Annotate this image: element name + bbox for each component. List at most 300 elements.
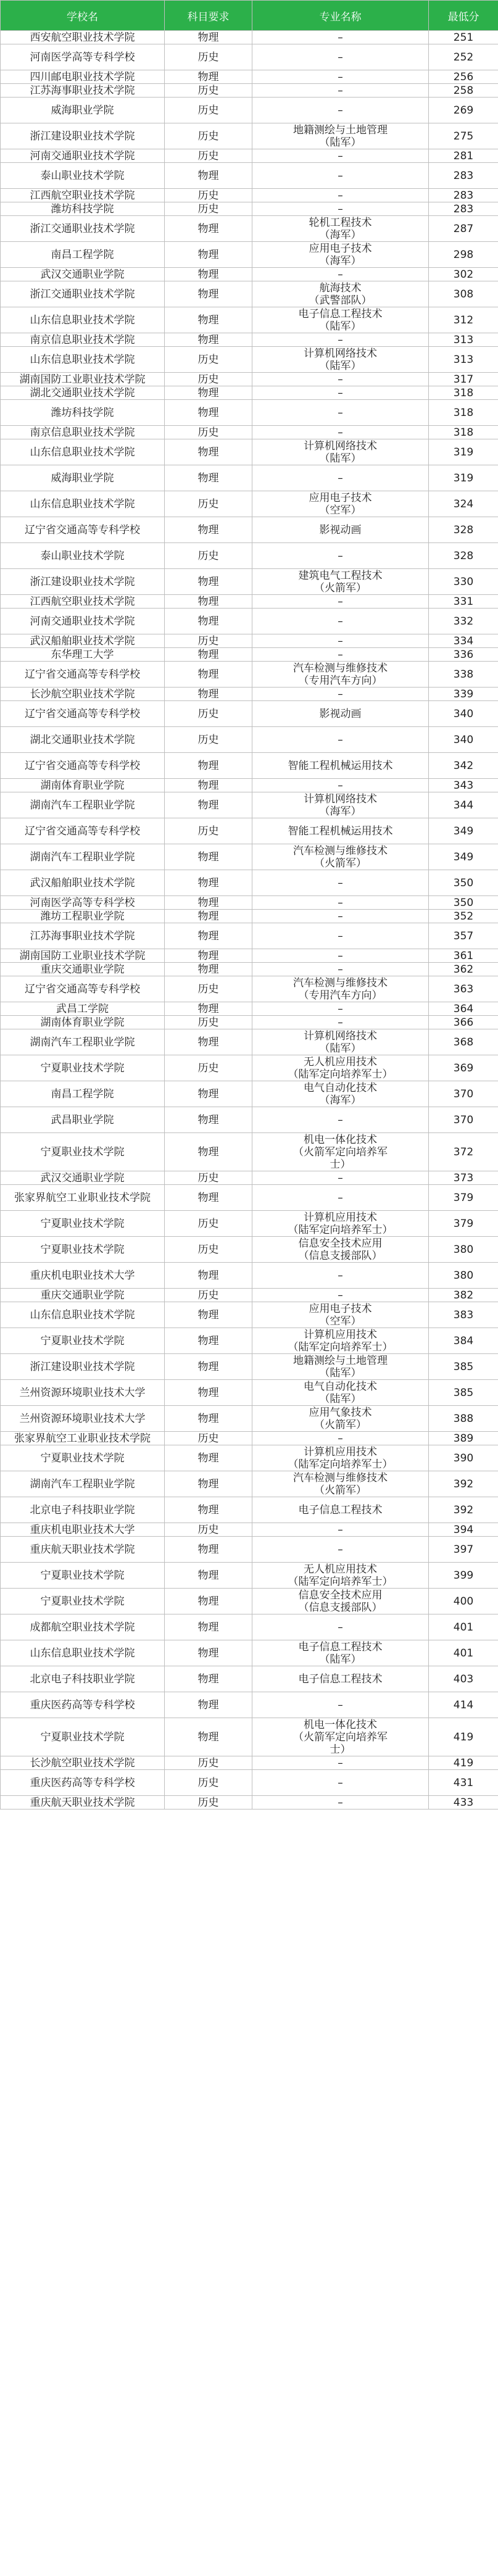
min-score-cell: 382 <box>429 1289 498 1302</box>
min-score-cell: 392 <box>429 1471 498 1497</box>
subject-cell: 物理 <box>165 281 252 307</box>
major-cell: – <box>252 949 429 963</box>
subject-cell: 历史 <box>165 426 252 439</box>
table-row <box>1 1756 498 1770</box>
table-row <box>1 1406 498 1432</box>
table-row <box>1 923 498 949</box>
subject-cell: 物理 <box>165 1640 252 1666</box>
major-cell: – <box>252 963 429 976</box>
major-cell: – <box>252 1263 429 1289</box>
school-cell: 重庆航天职业技术学院 <box>1 1796 165 1809</box>
major-cell: 建筑电气工程技术 （火箭军） <box>252 569 429 595</box>
major-cell: 影视动画 <box>252 701 429 727</box>
school-cell: 江苏海事职业技术学院 <box>1 84 165 98</box>
major-cell: – <box>252 1523 429 1537</box>
table-row <box>1 1718 498 1756</box>
table-row <box>1 818 498 844</box>
school-cell: 辽宁省交通高等专科学校 <box>1 701 165 727</box>
subject-cell: 物理 <box>165 1445 252 1471</box>
school-cell: 威海职业学院 <box>1 465 165 491</box>
table-row <box>1 1380 498 1406</box>
subject-cell: 物理 <box>165 1354 252 1380</box>
subject-cell: 物理 <box>165 662 252 688</box>
subject-cell: 物理 <box>165 792 252 818</box>
major-cell: 计算机网络技术 （陆军） <box>252 347 429 373</box>
school-cell: 河南交通职业技术学院 <box>1 149 165 163</box>
min-score-cell: 319 <box>429 439 498 465</box>
min-score-cell: 269 <box>429 98 498 123</box>
school-cell: 武汉交通职业学院 <box>1 268 165 281</box>
major-cell: 智能工程机械运用技术 <box>252 818 429 844</box>
school-cell: 泰山职业技术学院 <box>1 163 165 189</box>
subject-cell: 历史 <box>165 1523 252 1537</box>
min-score-cell: 401 <box>429 1640 498 1666</box>
subject-cell: 物理 <box>165 1692 252 1718</box>
major-cell: 机电一体化技术 （火箭军定向培养军 士） <box>252 1718 429 1756</box>
school-cell: 山东信息职业技术学院 <box>1 439 165 465</box>
min-score-cell: 403 <box>429 1666 498 1692</box>
min-score-cell: 372 <box>429 1133 498 1171</box>
header-row <box>1 1 498 31</box>
school-cell: 重庆医药高等专科学校 <box>1 1692 165 1718</box>
major-cell: – <box>252 70 429 84</box>
school-cell: 重庆机电职业技术大学 <box>1 1263 165 1289</box>
major-cell: – <box>252 1756 429 1770</box>
table-row <box>1 963 498 976</box>
subject-cell: 历史 <box>165 727 252 753</box>
table-row <box>1 1563 498 1589</box>
subject-cell: 物理 <box>165 963 252 976</box>
subject-cell: 物理 <box>165 1002 252 1016</box>
min-score-cell: 399 <box>429 1563 498 1589</box>
min-score-cell: 340 <box>429 727 498 753</box>
school-cell: 辽宁省交通高等专科学校 <box>1 753 165 779</box>
major-cell: – <box>252 1185 429 1211</box>
min-score-cell: 368 <box>429 1029 498 1055</box>
min-score-cell: 385 <box>429 1354 498 1380</box>
subject-cell: 历史 <box>165 1055 252 1081</box>
school-cell: 宁夏职业技术学院 <box>1 1055 165 1081</box>
table-row <box>1 242 498 268</box>
min-score-cell: 383 <box>429 1302 498 1328</box>
school-cell: 江西航空职业技术学院 <box>1 189 165 202</box>
school-cell: 宁夏职业技术学院 <box>1 1328 165 1354</box>
min-score-cell: 362 <box>429 963 498 976</box>
school-cell: 浙江建设职业技术学院 <box>1 1354 165 1380</box>
school-cell: 宁夏职业技术学院 <box>1 1589 165 1614</box>
table-row <box>1 1211 498 1237</box>
min-score-cell: 302 <box>429 268 498 281</box>
school-cell: 山东信息职业技术学院 <box>1 491 165 517</box>
subject-cell: 物理 <box>165 1185 252 1211</box>
min-score-cell: 380 <box>429 1237 498 1263</box>
table-row <box>1 1471 498 1497</box>
major-cell: – <box>252 1770 429 1796</box>
major-cell: – <box>252 98 429 123</box>
major-cell: 电气自动化技术 （海军） <box>252 1081 429 1107</box>
school-cell: 长沙航空职业技术学院 <box>1 1756 165 1770</box>
subject-cell: 物理 <box>165 844 252 870</box>
school-cell: 宁夏职业技术学院 <box>1 1563 165 1589</box>
subject-cell: 物理 <box>165 1406 252 1432</box>
min-score-cell: 283 <box>429 163 498 189</box>
min-score-cell: 350 <box>429 870 498 896</box>
min-score-cell: 283 <box>429 189 498 202</box>
major-cell: – <box>252 1692 429 1718</box>
school-cell: 湖南汽车工程职业学院 <box>1 844 165 870</box>
table-row <box>1 595 498 609</box>
min-score-cell: 394 <box>429 1523 498 1537</box>
major-cell: – <box>252 31 429 44</box>
table-row <box>1 609 498 634</box>
table-row <box>1 1302 498 1328</box>
school-cell: 湖南汽车工程职业学院 <box>1 1029 165 1055</box>
school-cell: 张家界航空工业职业技术学院 <box>1 1432 165 1445</box>
school-cell: 武汉交通职业学院 <box>1 1171 165 1185</box>
major-cell: 应用电子技术 （空军） <box>252 491 429 517</box>
major-cell: – <box>252 373 429 386</box>
table-row <box>1 281 498 307</box>
subject-cell: 物理 <box>165 1302 252 1328</box>
major-cell: – <box>252 400 429 426</box>
school-cell: 四川邮电职业技术学院 <box>1 70 165 84</box>
major-cell: 计算机网络技术 （陆军） <box>252 1029 429 1055</box>
table-row <box>1 910 498 923</box>
school-cell: 浙江交通职业技术学院 <box>1 216 165 242</box>
subject-cell: 历史 <box>165 1211 252 1237</box>
min-score-cell: 318 <box>429 426 498 439</box>
table-row <box>1 976 498 1002</box>
subject-cell: 物理 <box>165 1380 252 1406</box>
min-score-cell: 275 <box>429 123 498 149</box>
major-cell: 汽车检测与维修技术 （专用汽车方向） <box>252 662 429 688</box>
school-cell: 武昌工学院 <box>1 1002 165 1016</box>
subject-cell: 物理 <box>165 949 252 963</box>
school-cell: 南京信息职业技术学院 <box>1 426 165 439</box>
table-row <box>1 543 498 569</box>
subject-cell: 物理 <box>165 1563 252 1589</box>
school-cell: 重庆交通职业学院 <box>1 1289 165 1302</box>
major-cell: – <box>252 1016 429 1029</box>
subject-cell: 历史 <box>165 1016 252 1029</box>
min-score-cell: 349 <box>429 844 498 870</box>
subject-cell: 历史 <box>165 1432 252 1445</box>
table-row <box>1 123 498 149</box>
table-row <box>1 1029 498 1055</box>
min-score-cell: 433 <box>429 1796 498 1809</box>
subject-cell: 历史 <box>165 1796 252 1809</box>
school-cell: 北京电子科技职业学院 <box>1 1666 165 1692</box>
subject-cell: 物理 <box>165 1497 252 1523</box>
subject-cell: 历史 <box>165 491 252 517</box>
school-cell: 潍坊科技学院 <box>1 400 165 426</box>
major-cell: – <box>252 465 429 491</box>
major-cell: 信息安全技术应用 （信息支援部队） <box>252 1589 429 1614</box>
school-cell: 南昌工程学院 <box>1 242 165 268</box>
major-cell: 信息安全技术应用 （信息支援部队） <box>252 1237 429 1263</box>
school-cell: 浙江建设职业技术学院 <box>1 569 165 595</box>
subject-cell: 物理 <box>165 1133 252 1171</box>
table-row <box>1 84 498 98</box>
school-cell: 湖北交通职业技术学院 <box>1 727 165 753</box>
table-row <box>1 648 498 662</box>
min-score-cell: 281 <box>429 149 498 163</box>
table-row <box>1 400 498 426</box>
min-score-cell: 312 <box>429 307 498 333</box>
subject-cell: 物理 <box>165 1589 252 1614</box>
table-row <box>1 386 498 400</box>
major-cell: – <box>252 595 429 609</box>
min-score-cell: 328 <box>429 517 498 543</box>
min-score-cell: 251 <box>429 31 498 44</box>
col-header-min-score: 最低分 <box>429 1 498 31</box>
school-cell: 泰山职业技术学院 <box>1 543 165 569</box>
min-score-cell: 258 <box>429 84 498 98</box>
table-row <box>1 1796 498 1809</box>
major-cell: – <box>252 1796 429 1809</box>
school-cell: 成都航空职业技术学院 <box>1 1614 165 1640</box>
table-row <box>1 98 498 123</box>
major-cell: – <box>252 1002 429 1016</box>
min-score-cell: 318 <box>429 386 498 400</box>
school-cell: 湖南国防工业职业技术学院 <box>1 949 165 963</box>
table-row <box>1 1289 498 1302</box>
major-cell: – <box>252 189 429 202</box>
major-cell: 汽车检测与维修技术 （火箭军） <box>252 1471 429 1497</box>
table-row <box>1 779 498 792</box>
school-cell: 辽宁省交通高等专科学校 <box>1 662 165 688</box>
major-cell: 电子信息工程技术 （陆军） <box>252 1640 429 1666</box>
min-score-cell: 370 <box>429 1081 498 1107</box>
min-score-cell: 419 <box>429 1718 498 1756</box>
min-score-cell: 340 <box>429 701 498 727</box>
min-score-cell: 338 <box>429 662 498 688</box>
major-cell: – <box>252 910 429 923</box>
subject-cell: 物理 <box>165 1081 252 1107</box>
subject-cell: 物理 <box>165 779 252 792</box>
major-cell: – <box>252 163 429 189</box>
major-cell: – <box>252 923 429 949</box>
subject-cell: 物理 <box>165 1614 252 1640</box>
major-cell: 计算机网络技术 （海军） <box>252 792 429 818</box>
table-row <box>1 189 498 202</box>
min-score-cell: 400 <box>429 1589 498 1614</box>
major-cell: 计算机网络技术 （陆军） <box>252 439 429 465</box>
table-row <box>1 896 498 910</box>
table-row <box>1 792 498 818</box>
major-cell: 应用电子技术 （空军） <box>252 1302 429 1328</box>
min-score-cell: 414 <box>429 1692 498 1718</box>
table-row <box>1 216 498 242</box>
subject-cell: 历史 <box>165 202 252 216</box>
subject-cell: 物理 <box>165 1718 252 1756</box>
min-score-cell: 361 <box>429 949 498 963</box>
subject-cell: 物理 <box>165 923 252 949</box>
table-row <box>1 1640 498 1666</box>
subject-cell: 物理 <box>165 439 252 465</box>
subject-cell: 历史 <box>165 347 252 373</box>
school-cell: 宁夏职业技术学院 <box>1 1445 165 1471</box>
major-cell: 影视动画 <box>252 517 429 543</box>
school-cell: 北京电子科技职业学院 <box>1 1497 165 1523</box>
major-cell: – <box>252 386 429 400</box>
min-score-cell: 252 <box>429 44 498 70</box>
school-cell: 浙江建设职业技术学院 <box>1 123 165 149</box>
major-cell: 机电一体化技术 （火箭军定向培养军 士） <box>252 1133 429 1171</box>
table-row <box>1 1432 498 1445</box>
min-score-cell: 332 <box>429 609 498 634</box>
table-row <box>1 1133 498 1171</box>
min-score-cell: 397 <box>429 1537 498 1563</box>
school-cell: 江苏海事职业技术学院 <box>1 923 165 949</box>
subject-cell: 物理 <box>165 896 252 910</box>
table-row <box>1 949 498 963</box>
subject-cell: 物理 <box>165 333 252 347</box>
school-cell: 辽宁省交通高等专科学校 <box>1 818 165 844</box>
table-row <box>1 202 498 216</box>
min-score-cell: 352 <box>429 910 498 923</box>
table-row <box>1 844 498 870</box>
min-score-cell: 389 <box>429 1432 498 1445</box>
table-row <box>1 727 498 753</box>
subject-cell: 历史 <box>165 1237 252 1263</box>
min-score-cell: 392 <box>429 1497 498 1523</box>
school-cell: 重庆机电职业技术大学 <box>1 1523 165 1537</box>
major-cell: – <box>252 1107 429 1133</box>
major-cell: 智能工程机械运用技术 <box>252 753 429 779</box>
major-cell: 应用气象技术 （火箭军） <box>252 1406 429 1432</box>
table-row <box>1 1770 498 1796</box>
table-row <box>1 307 498 333</box>
school-cell: 重庆交通职业学院 <box>1 963 165 976</box>
table-row <box>1 1107 498 1133</box>
major-cell: 无人机应用技术 （陆军定向培养军士） <box>252 1055 429 1081</box>
school-cell: 宁夏职业技术学院 <box>1 1133 165 1171</box>
min-score-cell: 344 <box>429 792 498 818</box>
subject-cell: 物理 <box>165 648 252 662</box>
min-score-cell: 357 <box>429 923 498 949</box>
subject-cell: 历史 <box>165 1770 252 1796</box>
min-score-cell: 384 <box>429 1328 498 1354</box>
major-cell: – <box>252 727 429 753</box>
school-cell: 辽宁省交通高等专科学校 <box>1 517 165 543</box>
subject-cell: 物理 <box>165 242 252 268</box>
subject-cell: 历史 <box>165 373 252 386</box>
table-row <box>1 44 498 70</box>
min-score-cell: 324 <box>429 491 498 517</box>
col-header-school: 学校名 <box>1 1 165 31</box>
table-row <box>1 465 498 491</box>
min-score-cell: 283 <box>429 202 498 216</box>
subject-cell: 物理 <box>165 70 252 84</box>
major-cell: – <box>252 1171 429 1185</box>
table-row <box>1 1002 498 1016</box>
min-score-cell: 331 <box>429 595 498 609</box>
major-cell: – <box>252 896 429 910</box>
table-row <box>1 701 498 727</box>
major-cell: – <box>252 149 429 163</box>
school-cell: 山东信息职业技术学院 <box>1 347 165 373</box>
table-row <box>1 347 498 373</box>
school-cell: 湖南体育职业学院 <box>1 1016 165 1029</box>
major-cell: 无人机应用技术 （陆军定向培养军士） <box>252 1563 429 1589</box>
school-cell: 湖北交通职业技术学院 <box>1 386 165 400</box>
subject-cell: 物理 <box>165 569 252 595</box>
subject-cell: 历史 <box>165 98 252 123</box>
major-cell: 地籍测绘与土地管理 （陆军） <box>252 123 429 149</box>
min-score-cell: 313 <box>429 347 498 373</box>
subject-cell: 物理 <box>165 1328 252 1354</box>
table-row <box>1 688 498 701</box>
subject-cell: 历史 <box>165 701 252 727</box>
min-score-cell: 350 <box>429 896 498 910</box>
school-cell: 宁夏职业技术学院 <box>1 1211 165 1237</box>
major-cell: – <box>252 870 429 896</box>
major-cell: – <box>252 426 429 439</box>
table-row <box>1 1055 498 1081</box>
min-score-cell: 431 <box>429 1770 498 1796</box>
major-cell: 地籍测绘与土地管理 （陆军） <box>252 1354 429 1380</box>
school-cell: 湖南体育职业学院 <box>1 779 165 792</box>
table-row <box>1 1692 498 1718</box>
table-row <box>1 439 498 465</box>
min-score-cell: 308 <box>429 281 498 307</box>
min-score-cell: 328 <box>429 543 498 569</box>
min-score-cell: 298 <box>429 242 498 268</box>
min-score-cell: 287 <box>429 216 498 242</box>
major-cell: 航海技术 （武警部队） <box>252 281 429 307</box>
min-score-cell: 390 <box>429 1445 498 1471</box>
school-cell: 长沙航空职业技术学院 <box>1 688 165 701</box>
min-score-cell: 336 <box>429 648 498 662</box>
min-score-cell: 380 <box>429 1263 498 1289</box>
min-score-cell: 401 <box>429 1614 498 1640</box>
school-cell: 浙江交通职业技术学院 <box>1 281 165 307</box>
major-cell: 计算机应用技术 （陆军定向培养军士） <box>252 1445 429 1471</box>
subject-cell: 历史 <box>165 84 252 98</box>
major-cell: 计算机应用技术 （陆军定向培养军士） <box>252 1328 429 1354</box>
school-cell: 湖南汽车工程职业学院 <box>1 1471 165 1497</box>
subject-cell: 历史 <box>165 1289 252 1302</box>
table-row <box>1 31 498 44</box>
school-cell: 兰州资源环境职业技术大学 <box>1 1406 165 1432</box>
table-row <box>1 491 498 517</box>
school-cell: 宁夏职业技术学院 <box>1 1237 165 1263</box>
school-cell: 张家界航空工业职业技术学院 <box>1 1185 165 1211</box>
school-cell: 湖南汽车工程职业学院 <box>1 792 165 818</box>
min-score-cell: 369 <box>429 1055 498 1081</box>
subject-cell: 物理 <box>165 1263 252 1289</box>
school-cell: 山东信息职业技术学院 <box>1 1640 165 1666</box>
school-cell: 南昌工程学院 <box>1 1081 165 1107</box>
table-row <box>1 1081 498 1107</box>
school-cell: 兰州资源环境职业技术大学 <box>1 1380 165 1406</box>
min-score-cell: 364 <box>429 1002 498 1016</box>
subject-cell: 物理 <box>165 595 252 609</box>
school-cell: 威海职业学院 <box>1 98 165 123</box>
school-cell: 东华理工大学 <box>1 648 165 662</box>
school-cell: 河南交通职业技术学院 <box>1 609 165 634</box>
min-score-cell: 385 <box>429 1380 498 1406</box>
min-score-cell: 349 <box>429 818 498 844</box>
min-score-cell: 256 <box>429 70 498 84</box>
school-cell: 武汉船舶职业技术学院 <box>1 870 165 896</box>
min-score-cell: 319 <box>429 465 498 491</box>
table-row <box>1 1016 498 1029</box>
table-row <box>1 1666 498 1692</box>
major-cell: – <box>252 1432 429 1445</box>
table-row <box>1 70 498 84</box>
